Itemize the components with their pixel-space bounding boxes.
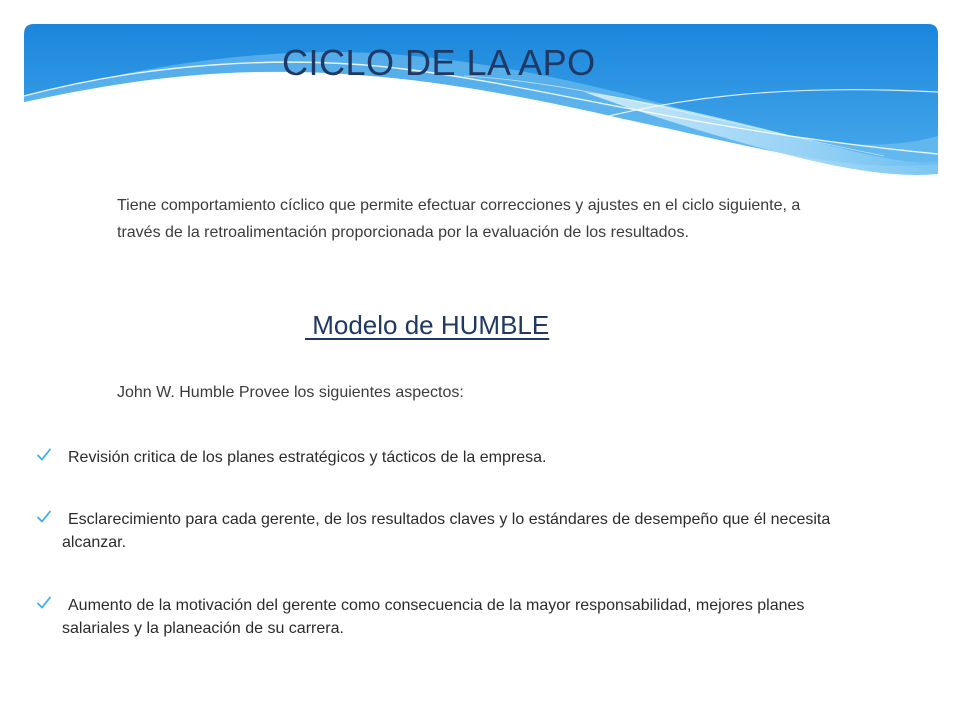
slide-title: CICLO DE LA APO: [282, 42, 596, 83]
checkmark-icon: [36, 447, 52, 463]
list-item-text: Esclarecimiento para cada gerente, de los resultados claves y lo estándares de desempeño que él necesita alcanzar.: [62, 511, 831, 551]
checkmark-icon: [36, 509, 52, 525]
list-item-text: Aumento de la motivación del gerente como consecuencia de la mayor responsabilidad, mejores planes salariales y la planeación de su carrera.: [62, 597, 805, 637]
model-subtitle: Modelo de HUMBLE: [305, 310, 550, 340]
list-item-text: Revisión critica de los planes estratégicos y tácticos de la empresa.: [68, 449, 547, 466]
intro-paragraph: Tiene comportamiento cíclico que permite efectuar correcciones y ajustes en el ciclo siguiente, a través de la retroalimentación proporcionada por la evaluación de los resultados.: [117, 197, 801, 241]
list-item: [62, 446, 546, 469]
checkmark-icon: [36, 595, 52, 611]
list-item: [62, 594, 862, 640]
list-item: [62, 508, 862, 554]
lead-text: John W. Humble Provee los siguientes aspectos:: [117, 384, 464, 401]
